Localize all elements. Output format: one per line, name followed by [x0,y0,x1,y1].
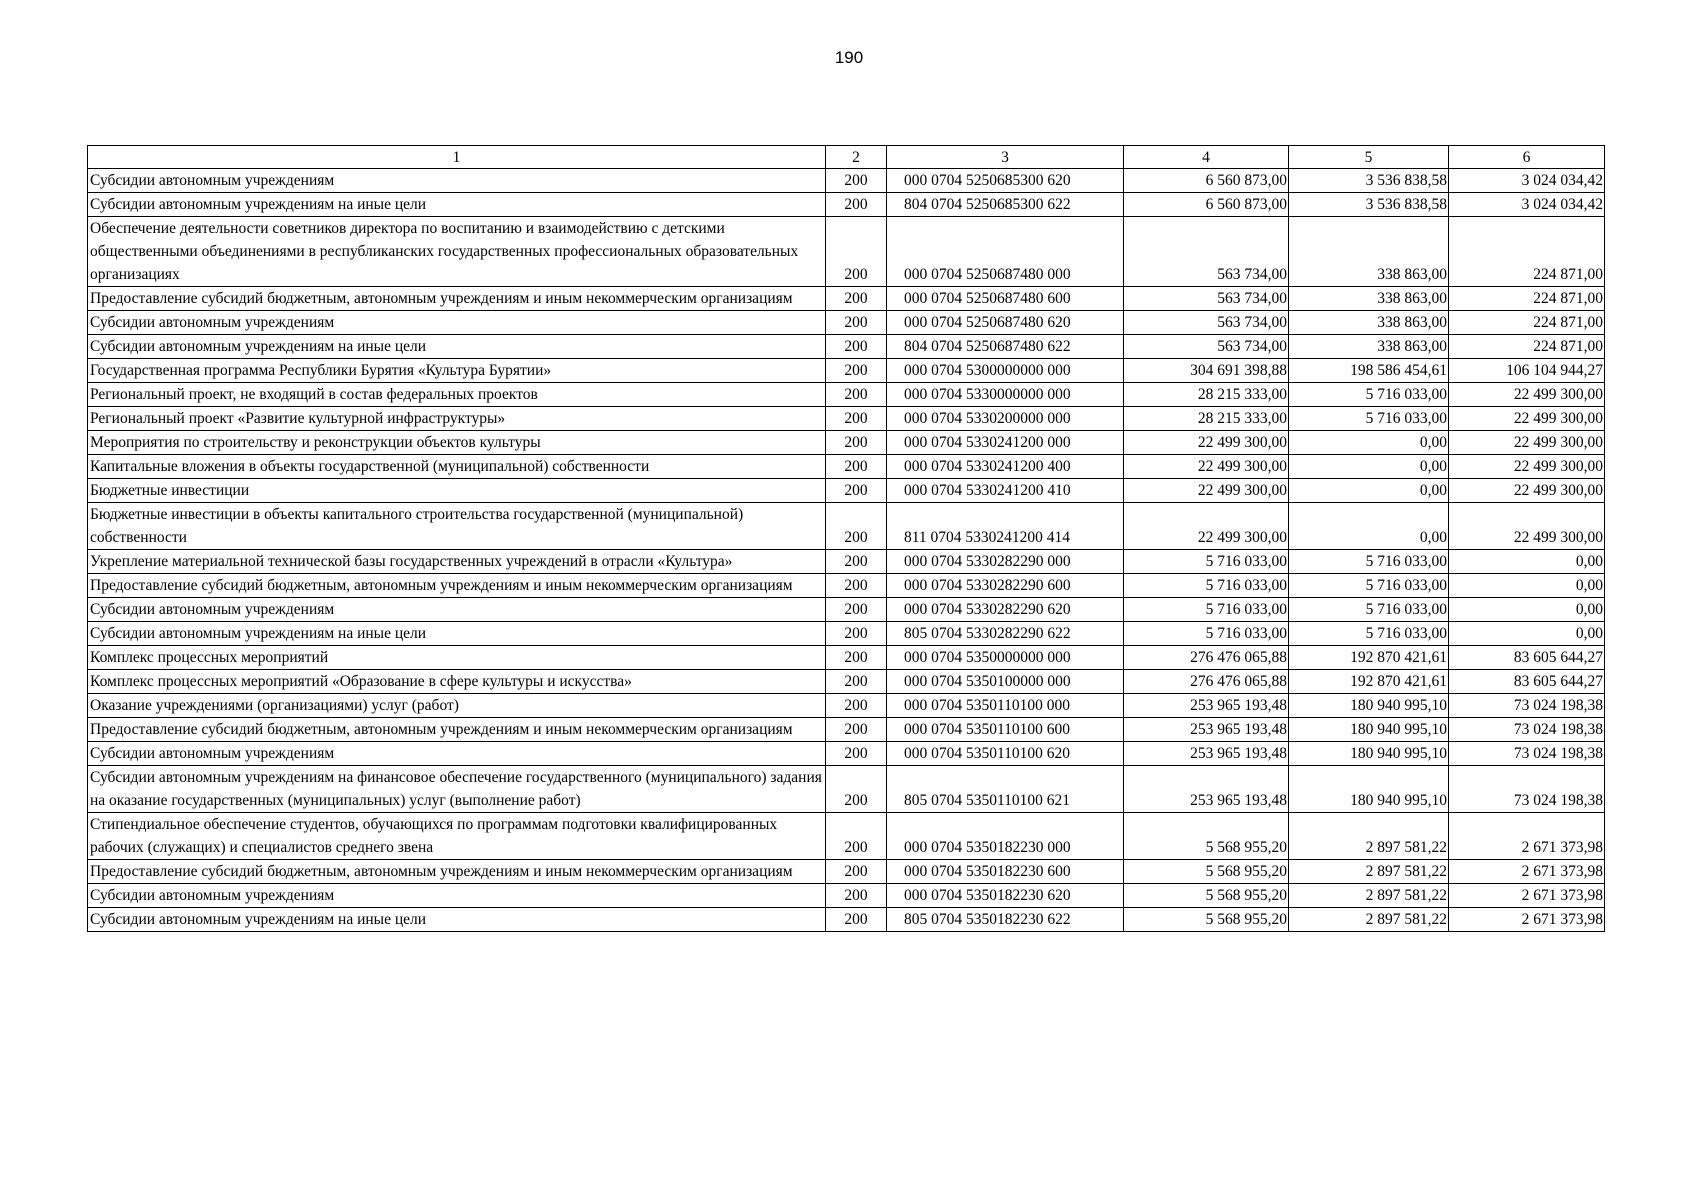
row-name: Предоставление субсидий бюджетным, автономным учреждениям и иным некоммерческим организациям [88,860,826,884]
row-value-col6: 22 499 300,00 [1449,407,1605,431]
row-value-col4: 5 716 033,00 [1124,598,1289,622]
row-budget-code: 000 0704 5350000000 000 [887,646,1124,670]
row-value-col6: 22 499 300,00 [1449,383,1605,407]
row-value-col4: 304 691 398,88 [1124,359,1289,383]
row-value-col5: 192 870 421,61 [1289,670,1449,694]
row-value-col4: 253 965 193,48 [1124,694,1289,718]
row-value-col5: 192 870 421,61 [1289,646,1449,670]
row-value-col6: 22 499 300,00 [1449,479,1605,503]
row-value-col5: 338 863,00 [1289,217,1449,287]
row-budget-code: 000 0704 5350110100 600 [887,718,1124,742]
row-budget-code: 000 0704 5330000000 000 [887,383,1124,407]
row-value-col4: 6 560 873,00 [1124,193,1289,217]
row-name: Субсидии автономным учреждениям на финансовое обеспечение государственного (муниципального) задания на оказание государственных (муниципальных) услуг (выполнение работ) [88,766,826,813]
row-value-col4: 22 499 300,00 [1124,431,1289,455]
row-value-col5: 5 716 033,00 [1289,574,1449,598]
row-value-col6: 2 671 373,98 [1449,813,1605,860]
header-col-2: 2 [826,146,887,169]
row-budget-code: 811 0704 5330241200 414 [887,503,1124,550]
row-line-code: 200 [826,670,887,694]
row-value-col6: 73 024 198,38 [1449,742,1605,766]
row-line-code: 200 [826,646,887,670]
row-budget-code: 000 0704 5350182230 620 [887,884,1124,908]
row-value-col6: 22 499 300,00 [1449,455,1605,479]
row-value-col6: 224 871,00 [1449,311,1605,335]
table-row [88,646,1605,670]
row-name: Субсидии автономным учреждениям [88,884,826,908]
row-name: Предоставление субсидий бюджетным, автономным учреждениям и иным некоммерческим организациям [88,574,826,598]
row-name: Обеспечение деятельности советников директора по воспитанию и взаимодействию с детскими общественными объединениями в республиканских государственных профессиональных образовательных организациях [88,217,826,287]
row-line-code: 200 [826,193,887,217]
table-row [88,884,1605,908]
row-name: Субсидии автономным учреждениям [88,742,826,766]
row-name: Комплекс процессных мероприятий «Образование в сфере культуры и искусства» [88,670,826,694]
row-name: Субсидии автономным учреждениям [88,311,826,335]
row-line-code: 200 [826,503,887,550]
row-value-col6: 83 605 644,27 [1449,646,1605,670]
header-col-1: 1 [88,146,826,169]
row-value-col6: 22 499 300,00 [1449,431,1605,455]
row-value-col4: 563 734,00 [1124,335,1289,359]
table-row [88,694,1605,718]
row-value-col5: 0,00 [1289,479,1449,503]
table-row [88,718,1605,742]
row-value-col5: 2 897 581,22 [1289,813,1449,860]
row-name: Мероприятия по строительству и реконструкции объектов культуры [88,431,826,455]
table-row [88,193,1605,217]
row-value-col5: 338 863,00 [1289,335,1449,359]
row-value-col6: 106 104 944,27 [1449,359,1605,383]
table-row [88,335,1605,359]
row-value-col4: 5 716 033,00 [1124,550,1289,574]
table-row [88,813,1605,860]
row-budget-code: 000 0704 5350182230 000 [887,813,1124,860]
row-value-col6: 0,00 [1449,622,1605,646]
row-value-col4: 563 734,00 [1124,287,1289,311]
row-name: Субсидии автономным учреждениям на иные цели [88,908,826,932]
table-row [88,287,1605,311]
row-budget-code: 000 0704 5250687480 620 [887,311,1124,335]
row-line-code: 200 [826,287,887,311]
table-row [88,479,1605,503]
row-value-col5: 3 536 838,58 [1289,169,1449,193]
row-line-code: 200 [826,431,887,455]
table-row [88,503,1605,550]
row-line-code: 200 [826,311,887,335]
row-line-code: 200 [826,742,887,766]
row-value-col4: 5 568 955,20 [1124,884,1289,908]
row-budget-code: 000 0704 5350110100 620 [887,742,1124,766]
row-name: Оказание учреждениями (организациями) услуг (работ) [88,694,826,718]
row-budget-code: 000 0704 5330282290 620 [887,598,1124,622]
row-value-col4: 253 965 193,48 [1124,766,1289,813]
table-row [88,217,1605,287]
row-name: Укрепление материальной технической базы государственных учреждений в отрасли «Культура» [88,550,826,574]
row-value-col6: 73 024 198,38 [1449,766,1605,813]
row-name: Капитальные вложения в объекты государственной (муниципальной) собственности [88,455,826,479]
row-value-col4: 5 716 033,00 [1124,622,1289,646]
table-row [88,383,1605,407]
row-budget-code: 000 0704 5300000000 000 [887,359,1124,383]
row-value-col6: 22 499 300,00 [1449,503,1605,550]
row-budget-code: 000 0704 5250687480 000 [887,217,1124,287]
row-budget-code: 000 0704 5330241200 000 [887,431,1124,455]
row-budget-code: 000 0704 5330200000 000 [887,407,1124,431]
row-line-code: 200 [826,598,887,622]
row-budget-code: 000 0704 5350182230 600 [887,860,1124,884]
row-value-col6: 224 871,00 [1449,287,1605,311]
row-name: Государственная программа Республики Бурятия «Культура Бурятии» [88,359,826,383]
row-line-code: 200 [826,766,887,813]
row-value-col4: 5 568 955,20 [1124,908,1289,932]
row-name: Бюджетные инвестиции [88,479,826,503]
row-value-col6: 73 024 198,38 [1449,718,1605,742]
row-value-col5: 5 716 033,00 [1289,598,1449,622]
row-line-code: 200 [826,884,887,908]
row-value-col4: 22 499 300,00 [1124,479,1289,503]
row-value-col5: 2 897 581,22 [1289,884,1449,908]
table-row [88,860,1605,884]
row-value-col5: 5 716 033,00 [1289,550,1449,574]
row-value-col5: 5 716 033,00 [1289,622,1449,646]
page-number: 190 [834,48,864,67]
row-value-col5: 2 897 581,22 [1289,860,1449,884]
row-value-col5: 0,00 [1289,503,1449,550]
row-name: Бюджетные инвестиции в объекты капитального строительства государственной (муниципальной) собственности [88,503,826,550]
row-budget-code: 804 0704 5250687480 622 [887,335,1124,359]
table-row [88,431,1605,455]
table-row [88,766,1605,813]
row-value-col4: 22 499 300,00 [1124,503,1289,550]
row-value-col4: 253 965 193,48 [1124,742,1289,766]
row-name: Стипендиальное обеспечение студентов, обучающихся по программам подготовки квалифицированных рабочих (служащих) и специалистов среднего звена [88,813,826,860]
row-value-col5: 338 863,00 [1289,287,1449,311]
row-name: Предоставление субсидий бюджетным, автономным учреждениям и иным некоммерческим организациям [88,718,826,742]
row-line-code: 200 [826,455,887,479]
row-value-col4: 22 499 300,00 [1124,455,1289,479]
table-header [88,146,1605,169]
row-value-col6: 224 871,00 [1449,217,1605,287]
row-line-code: 200 [826,335,887,359]
row-value-col5: 5 716 033,00 [1289,407,1449,431]
row-value-col6: 224 871,00 [1449,335,1605,359]
table-row [88,455,1605,479]
row-name: Субсидии автономным учреждениям на иные цели [88,622,826,646]
table-row [88,670,1605,694]
row-value-col5: 180 940 995,10 [1289,766,1449,813]
row-value-col5: 180 940 995,10 [1289,742,1449,766]
row-line-code: 200 [826,860,887,884]
row-line-code: 200 [826,622,887,646]
row-line-code: 200 [826,169,887,193]
row-value-col5: 0,00 [1289,455,1449,479]
table-row [88,359,1605,383]
row-name: Предоставление субсидий бюджетным, автономным учреждениям и иным некоммерческим организациям [88,287,826,311]
row-line-code: 200 [826,479,887,503]
row-value-col5: 180 940 995,10 [1289,694,1449,718]
header-row [88,146,1605,169]
row-line-code: 200 [826,718,887,742]
row-value-col6: 0,00 [1449,574,1605,598]
row-line-code: 200 [826,908,887,932]
row-value-col4: 5 568 955,20 [1124,860,1289,884]
row-value-col5: 198 586 454,61 [1289,359,1449,383]
row-value-col4: 6 560 873,00 [1124,169,1289,193]
row-line-code: 200 [826,407,887,431]
row-value-col4: 5 716 033,00 [1124,574,1289,598]
row-budget-code: 000 0704 5330241200 410 [887,479,1124,503]
row-line-code: 200 [826,694,887,718]
row-name: Региональный проект, не входящий в состав федеральных проектов [88,383,826,407]
row-value-col6: 2 671 373,98 [1449,908,1605,932]
table-row [88,598,1605,622]
row-name: Субсидии автономным учреждениям [88,169,826,193]
row-line-code: 200 [826,813,887,860]
table-body [88,169,1605,932]
row-line-code: 200 [826,359,887,383]
row-value-col6: 83 605 644,27 [1449,670,1605,694]
row-value-col5: 2 897 581,22 [1289,908,1449,932]
row-value-col4: 5 568 955,20 [1124,813,1289,860]
row-value-col6: 2 671 373,98 [1449,884,1605,908]
row-value-col6: 0,00 [1449,598,1605,622]
table-row [88,169,1605,193]
table-row [88,908,1605,932]
row-value-col5: 3 536 838,58 [1289,193,1449,217]
row-value-col6: 2 671 373,98 [1449,860,1605,884]
row-budget-code: 805 0704 5330282290 622 [887,622,1124,646]
row-budget-code: 000 0704 5330282290 000 [887,550,1124,574]
table-row [88,311,1605,335]
row-value-col4: 276 476 065,88 [1124,670,1289,694]
row-line-code: 200 [826,383,887,407]
row-budget-code: 000 0704 5250687480 600 [887,287,1124,311]
row-value-col6: 73 024 198,38 [1449,694,1605,718]
header-col-4: 4 [1124,146,1289,169]
row-value-col5: 5 716 033,00 [1289,383,1449,407]
row-value-col5: 338 863,00 [1289,311,1449,335]
row-name: Субсидии автономным учреждениям на иные цели [88,335,826,359]
row-budget-code: 000 0704 5350110100 000 [887,694,1124,718]
row-line-code: 200 [826,550,887,574]
row-value-col6: 0,00 [1449,550,1605,574]
table-row [88,742,1605,766]
row-value-col5: 0,00 [1289,431,1449,455]
row-budget-code: 805 0704 5350110100 621 [887,766,1124,813]
row-name: Комплекс процессных мероприятий [88,646,826,670]
row-value-col4: 563 734,00 [1124,217,1289,287]
header-col-5: 5 [1289,146,1449,169]
row-value-col4: 563 734,00 [1124,311,1289,335]
table-row [88,407,1605,431]
table-row [88,550,1605,574]
row-value-col6: 3 024 034,42 [1449,169,1605,193]
row-value-col4: 28 215 333,00 [1124,383,1289,407]
row-value-col4: 276 476 065,88 [1124,646,1289,670]
table-row [88,574,1605,598]
row-budget-code: 804 0704 5250685300 622 [887,193,1124,217]
row-value-col4: 253 965 193,48 [1124,718,1289,742]
row-value-col6: 3 024 034,42 [1449,193,1605,217]
row-budget-code: 805 0704 5350182230 622 [887,908,1124,932]
row-budget-code: 000 0704 5330241200 400 [887,455,1124,479]
row-budget-code: 000 0704 5250685300 620 [887,169,1124,193]
row-budget-code: 000 0704 5350100000 000 [887,670,1124,694]
budget-table [87,145,1605,932]
header-col-6: 6 [1449,146,1605,169]
row-name: Субсидии автономным учреждениям на иные цели [88,193,826,217]
header-col-3: 3 [887,146,1124,169]
table-row [88,622,1605,646]
row-value-col4: 28 215 333,00 [1124,407,1289,431]
row-budget-code: 000 0704 5330282290 600 [887,574,1124,598]
row-value-col5: 180 940 995,10 [1289,718,1449,742]
row-line-code: 200 [826,574,887,598]
row-line-code: 200 [826,217,887,287]
row-name: Субсидии автономным учреждениям [88,598,826,622]
row-name: Региональный проект «Развитие культурной инфраструктуры» [88,407,826,431]
